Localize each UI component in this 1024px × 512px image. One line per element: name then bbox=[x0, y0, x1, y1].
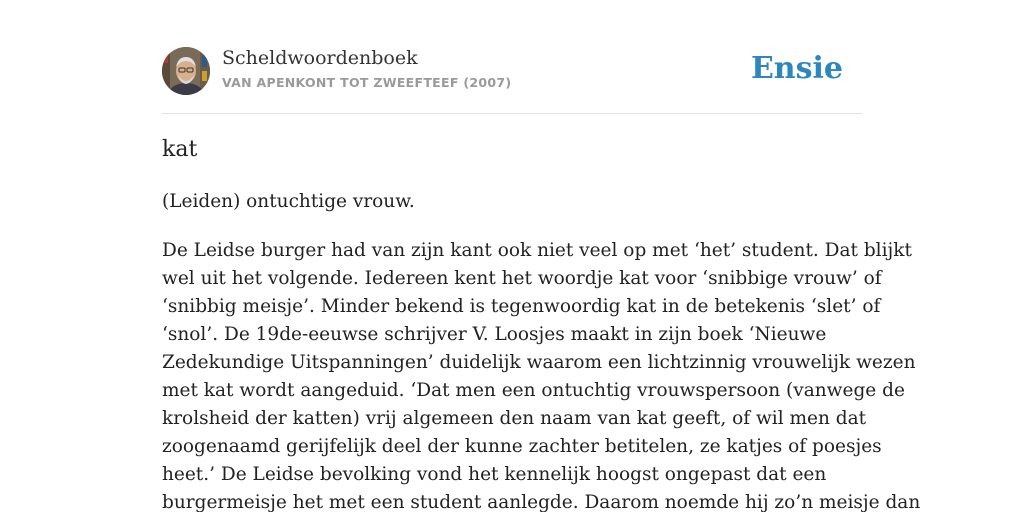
body-line: ‘snol’. De 19de-eeuwse schrijver V. Loosjes maakt in zijn boek ‘Nieuwe bbox=[162, 324, 827, 345]
body-line: met kat wordt aangeduid. ‘Dat men een ontuchtig vrouwspersoon (vanwege de bbox=[162, 380, 905, 401]
author-portrait-icon bbox=[162, 47, 210, 95]
body-line: heet.’ De Leidse bevolking vond het kennelijk hoogst ongepast dat een bbox=[162, 464, 827, 485]
author-avatar[interactable] bbox=[162, 47, 210, 95]
entry-title: kat bbox=[162, 137, 198, 162]
body-line: ‘snibbig meisje’. Minder bekend is tegenwoordig kat in de betekenis ‘slet’ of bbox=[162, 296, 881, 317]
entry-body bbox=[162, 237, 921, 512]
book-title[interactable]: Scheldwoordenboek bbox=[222, 47, 418, 69]
body-line: zoogenaamd gerijfelijk deel der kunne zachter betitelen, ze katjes of poesjes bbox=[162, 436, 882, 457]
body-line: Zedekundige Uitspanningen’ duidelijk waarom een lichtzinnig vrouwelijk wezen bbox=[162, 352, 916, 373]
body-line: wel uit het volgende. Iedereen kent het woordje kat voor ‘snibbige vrouw’ of bbox=[162, 268, 882, 289]
body-line: krolsheid der katten) vrij algemeen den naam van kat geeft, of wil men dat bbox=[162, 408, 867, 429]
entry-definition: (Leiden) ontuchtige vrouw. bbox=[162, 191, 415, 212]
page-header bbox=[162, 46, 862, 114]
body-line: De Leidse burger had van zijn kant ook niet veel op met ‘het’ student. Dat blijkt bbox=[162, 240, 912, 261]
body-line: burgermeisje het met een student aanlegde. Daarom noemde hij zo’n meisje dan bbox=[162, 492, 921, 512]
book-subtitle: VAN APENKONT TOT ZWEEFTEEF (2007) bbox=[222, 75, 512, 90]
ensie-logo-link[interactable]: Ensie bbox=[750, 51, 843, 86]
